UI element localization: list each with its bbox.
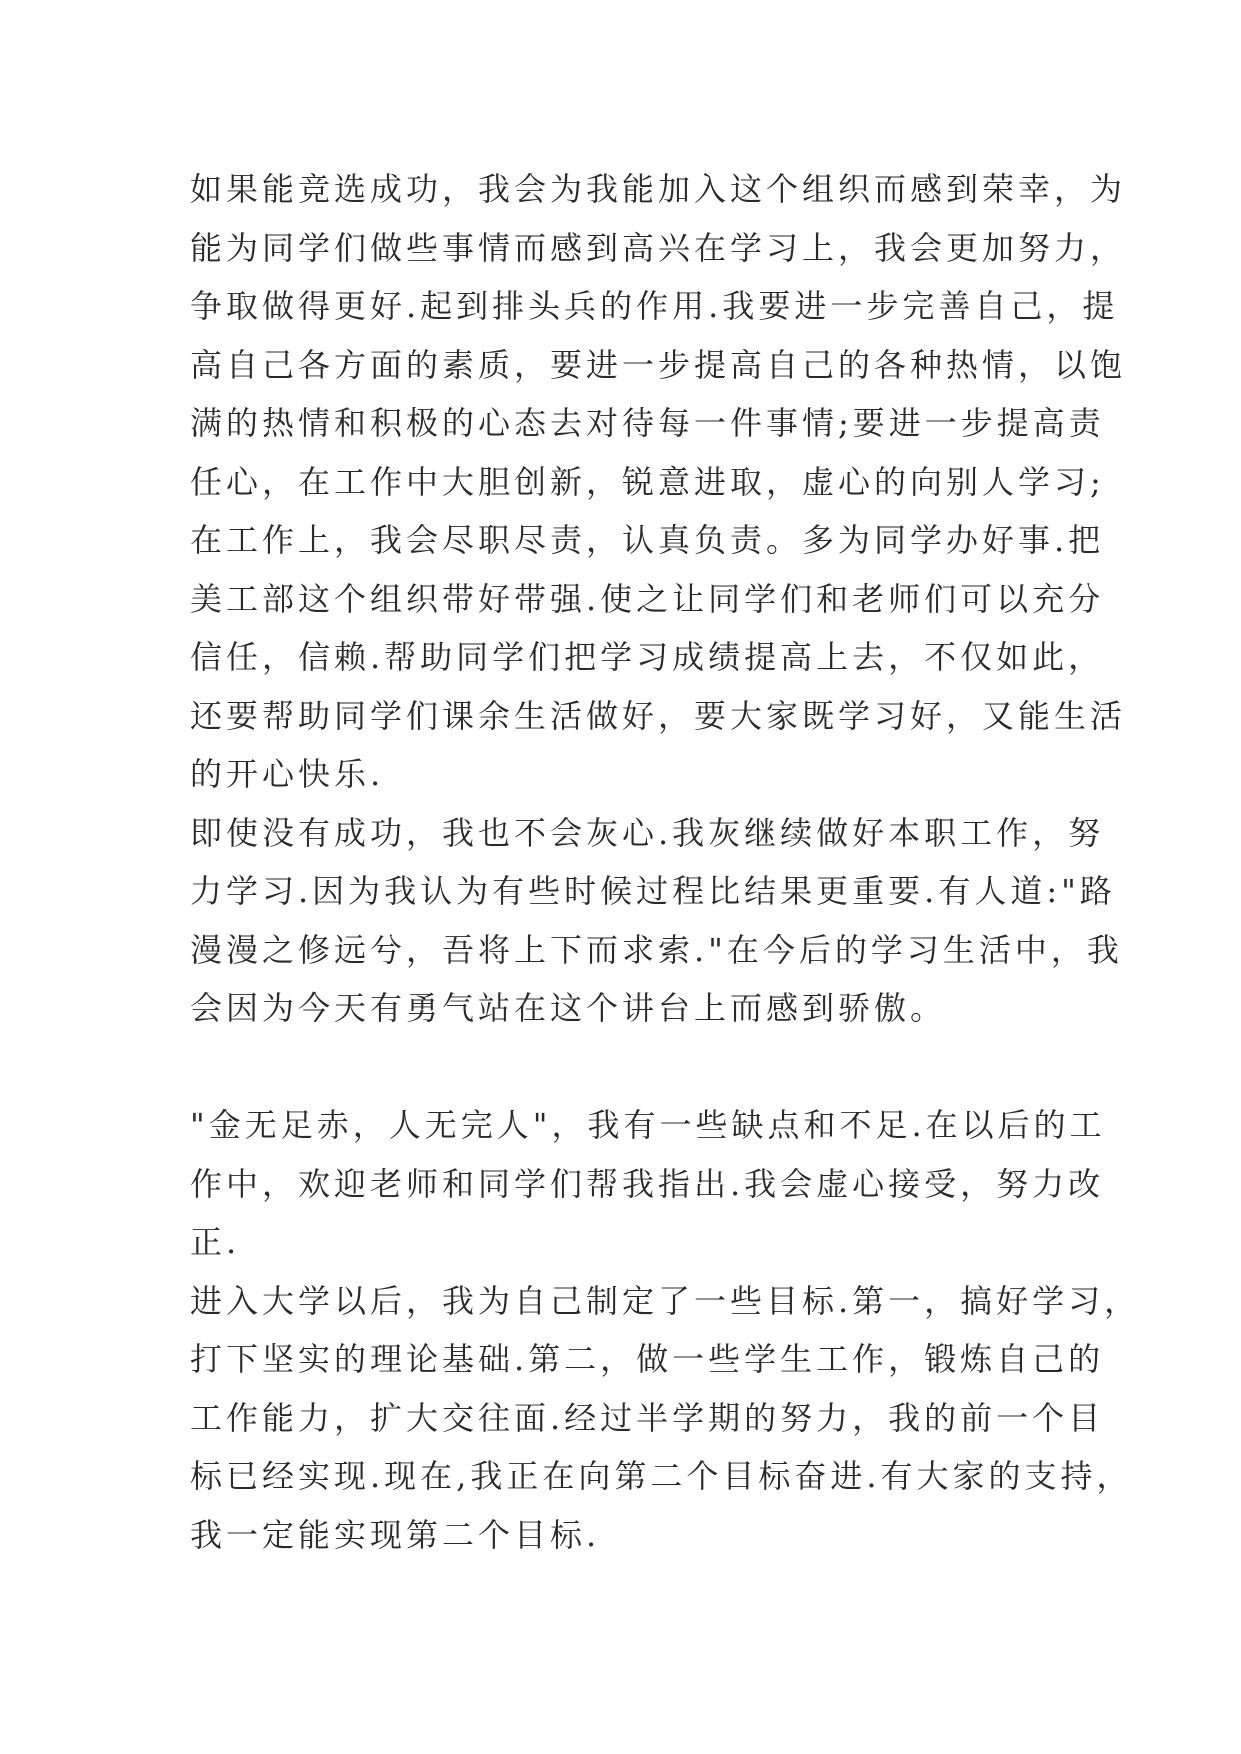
text-line: 信任，信赖.帮助同学们把学习成绩提高上去，不仅如此， xyxy=(190,638,1105,676)
paragraph-2 xyxy=(190,804,1123,1038)
text-line: 力学习.因为我认为有些时候过程比结果更重要.有人道:"路 xyxy=(190,872,1116,910)
text-line: 满的热情和积极的心态去对待每一件事情;要进一步提高责 xyxy=(190,404,1105,442)
text-line: 正. xyxy=(190,1223,241,1261)
text-line: 如果能竞选成功，我会为我能加入这个组织而感到荣幸，为 xyxy=(190,170,1127,208)
text-line: 任心，在工作中大胆创新，锐意进取，虚心的向别人学习; xyxy=(190,462,1105,501)
paragraph-3 xyxy=(190,1096,1106,1272)
text-line: 工作能力，扩大交往面.经过半学期的努力，我的前一个目 xyxy=(190,1398,1105,1437)
text-line: 进入大学以后，我为自己制定了一些目标.第一，搞好学习， xyxy=(190,1281,1141,1320)
text-line: 打下坚实的理论基础.第二，做一些学生工作，锻炼自己的 xyxy=(190,1340,1105,1378)
text-line: 即使没有成功，我也不会灰心.我灰继续做好本职工作，努 xyxy=(190,813,1105,852)
text-line: 在工作上，我会尽职尽责，认真负责。多为同学办好事.把 xyxy=(190,521,1105,559)
text-line: 高自己各方面的素质，要进一步提高自己的各种热情，以饱 xyxy=(190,345,1127,384)
paragraph-1 xyxy=(190,160,1127,804)
text-line: 我一定能实现第二个目标. xyxy=(190,1515,601,1554)
text-line: 美工部这个组织带好带强.使之让同学们和老师们可以充分 xyxy=(190,579,1105,618)
text-line: "金无足赤，人无完人"，我有一些缺点和不足.在以后的工 xyxy=(190,1106,1106,1144)
text-line: 漫漫之修远兮，吾将上下而求索."在今后的学习生活中，我 xyxy=(190,930,1123,969)
text-line: 标已经实现.现在,我正在向第二个目标奋进.有大家的支持， xyxy=(190,1457,1133,1495)
text-line: 能为同学们做些事情而感到高兴在学习上，我会更加努力， xyxy=(190,228,1127,267)
paragraph-4 xyxy=(190,1272,1141,1565)
text-line: 还要帮助同学们课余生活做好，要大家既学习好，又能生活 xyxy=(190,696,1127,735)
text-line: 作中，欢迎老师和同学们帮我指出.我会虚心接受，努力改 xyxy=(190,1164,1105,1203)
text-line: 会因为今天有勇气站在这个讲台上而感到骄傲。 xyxy=(190,989,947,1027)
text-line: 的开心快乐. xyxy=(190,755,385,793)
document-body xyxy=(190,160,1141,1564)
text-line: 争取做得更好.起到排头兵的作用.我要进一步完善自己，提 xyxy=(190,287,1119,325)
paragraph-spacer xyxy=(190,1038,1070,1097)
